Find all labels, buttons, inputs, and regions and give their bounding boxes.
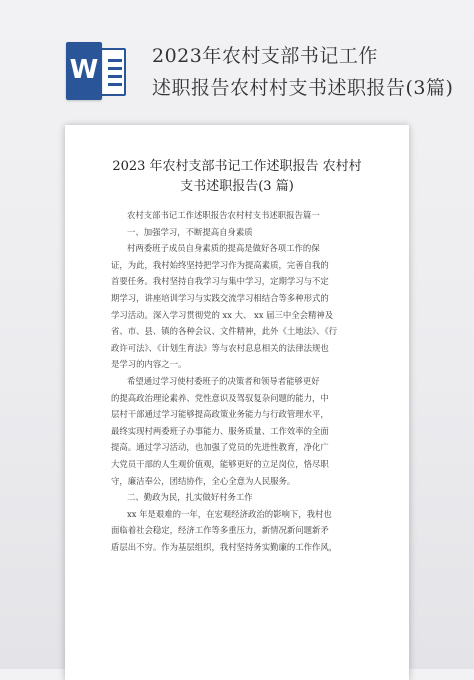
body-line: 村两委班子成员自身素质的提高是做好各项工作的保 xyxy=(127,243,320,254)
body-line: 守，廉洁奉公，团结协作，全心全意为人民服务。 xyxy=(111,475,296,486)
page-title-line-1: 2023年农村支部书记工作 xyxy=(152,45,378,67)
document-title xyxy=(65,157,409,197)
body-line: 期学习，讲座培训学习与实践交流学习相结合等多种形式的 xyxy=(111,292,329,303)
body-line: 省、市、县、镇的各种会议、文件精神，此外《土地法》、《行 xyxy=(111,326,338,337)
page-title-line-2: 述职报告农村村支书述职报告(3篇) xyxy=(152,77,454,99)
body-line: 最终实现村两委班子办事能力、服务质量、工作效率的全面 xyxy=(111,425,329,436)
body-line: 证，为此，我村始终坚持把学习作为提高素质，完善自我的 xyxy=(111,259,329,270)
document-page xyxy=(65,125,409,680)
body-line: xx 年是艰难的一年，在宏观经济政治的影响下，我村也 xyxy=(127,508,332,519)
body-line: 是学习的内容之一。 xyxy=(111,359,187,370)
body-line: 盾层出不穷。作为基层组织，我村坚持务实勤廉的工作作风， xyxy=(111,541,338,552)
document-title-line-1: 2023 年农村支部书记工作述职报告 农村村 xyxy=(112,159,362,174)
body-line: 政许可法》、《计划生育法》等与农村息息相关的法律法规也 xyxy=(111,342,329,353)
body-line: 提高。通过学习活动，也加强了党员的先进性教育，净化广 xyxy=(111,442,329,453)
body-line: 面临着社会稳定，经济工作等多重压力，新情况新问题新矛 xyxy=(111,525,329,536)
body-line: 一、加强学习，不断提高自身素质 xyxy=(127,226,253,237)
document-body xyxy=(111,207,367,555)
word-icon xyxy=(62,40,132,104)
word-badge xyxy=(66,42,102,100)
body-line: 学习活动。深入学习贯彻党的 xx 大、 xx 届三中全会精神及 xyxy=(111,309,334,320)
body-line: 二、勤政为民，扎实做好村务工作 xyxy=(127,492,253,503)
document-title-line-2: 支书述职报告(3 篇) xyxy=(180,179,294,194)
body-line: 农村支部书记工作述职报告农村村支书述职报告篇一 xyxy=(127,210,320,220)
body-line: 希望通过学习使村委班子的决策者和领导者能够更好 xyxy=(127,375,320,386)
body-line: 的提高政治理论素养、党性意识及驾驭复杂问题的能力，中 xyxy=(111,392,329,403)
word-letter: W xyxy=(69,55,99,85)
page-title xyxy=(152,40,462,104)
body-line: 首要任务。我村坚持自我学习与集中学习，定期学习与不定 xyxy=(111,276,329,287)
body-line: 大党员干部的人生观价值观，能够更好的立足岗位，恪尽职 xyxy=(111,458,329,469)
header-banner xyxy=(0,0,474,112)
body-line: 层村干部通过学习能够提高政策业务能力与行政管理水平， xyxy=(111,409,329,420)
